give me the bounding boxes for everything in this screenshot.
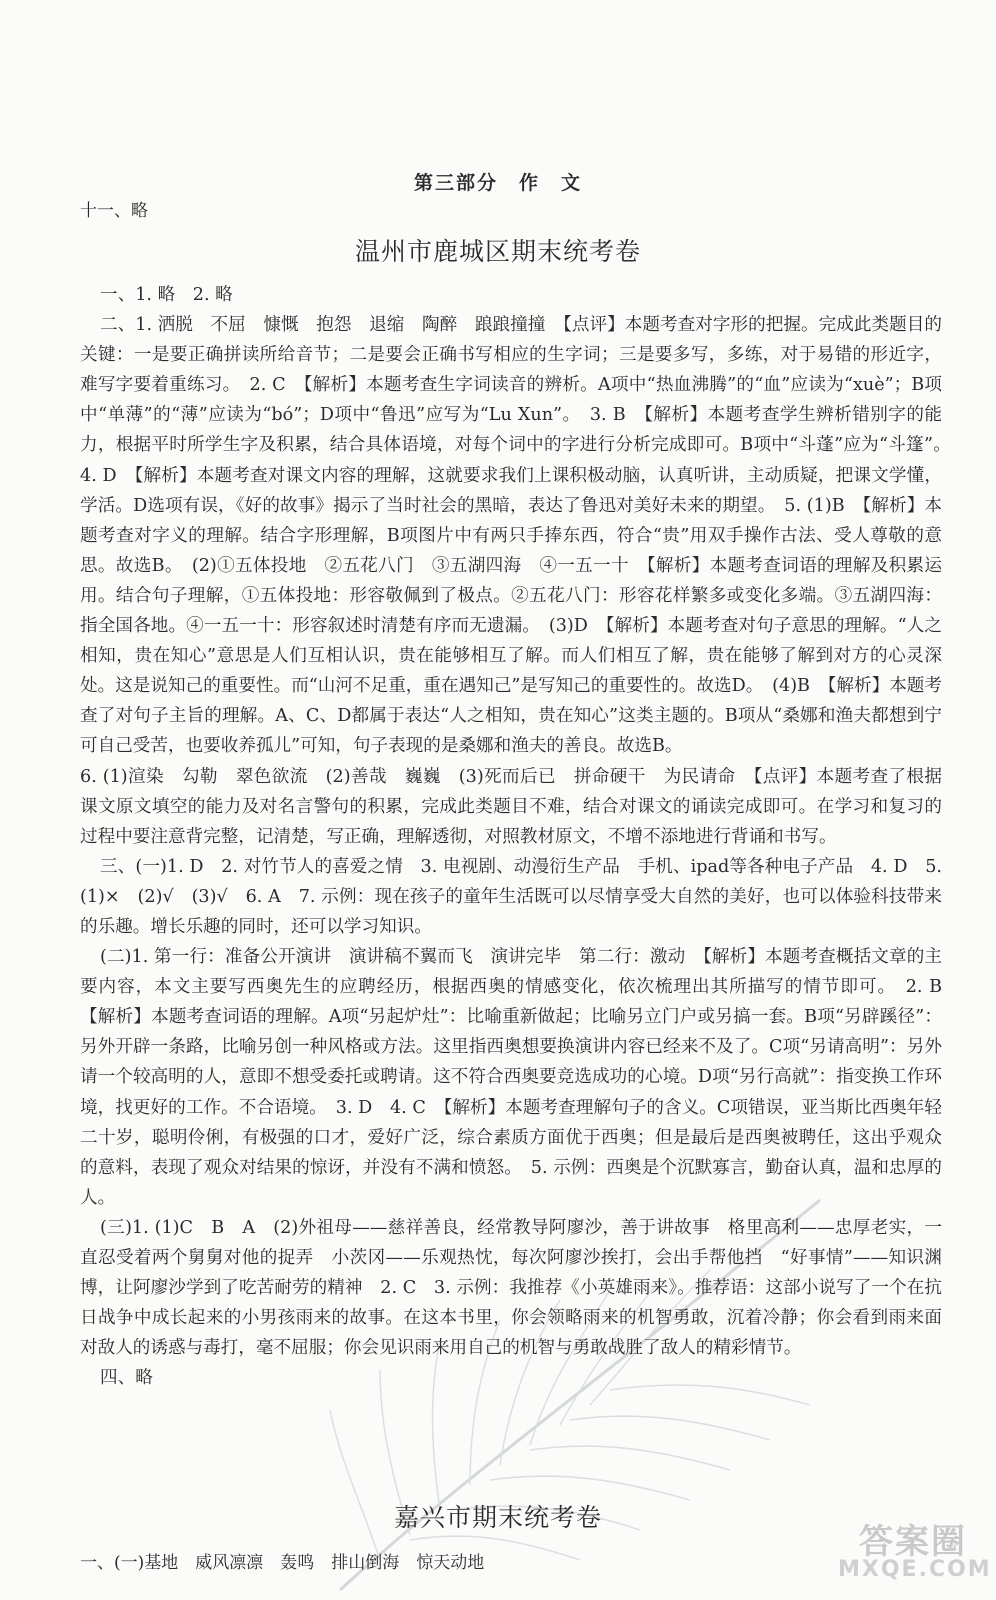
- watermark-logo-text: 答案圈: [859, 1522, 967, 1562]
- watermark-domain: MXQE.COM: [838, 1557, 992, 1582]
- answer-paragraph: 三、(一)1. D 2. 对竹节人的喜爱之情 3. 电视剧、动漫衍生产品 手机、ipad等各种电子产品 4. D 5. (1)× (2)√ (3)√ 6. A 7. 示例：现在孩子的童年生活既可以尽情享受大自然的美好，也可以体验科技带来的乐趣。增长乐趣的同时，还可以学习知识。: [80, 856, 942, 937]
- exam-jiaxing-first-line: 一、(一)基地 威风凛凛 轰鸣 排山倒海 惊天动地: [80, 1553, 485, 1573]
- exam-title-wenzhou: 温州市鹿城区期末统考卷: [354, 237, 641, 266]
- essay-answer: 十一、略: [80, 201, 148, 221]
- answer-paragraph: 四、略: [100, 1368, 153, 1389]
- exam-title-jiaxing: 嘉兴市期末统考卷: [393, 1503, 602, 1532]
- section-heading: 第三部分 作 文: [413, 172, 582, 194]
- answer-paragraph: 6. (1)渲染 勾勒 翠色欲流 (2)善哉 巍巍 (3)死而后已 拼命硬干 为民请命 【点评】本题考查了根据课文原文填空的能力及对名言警句的积累，完成此类题目不难，结合对课文的诵读完成即可。在学习和复习的过程中要注意背完整，记清楚，写正确，理解透彻，对照教材原文，不增不添地进行背诵和书写。: [80, 766, 942, 847]
- answer-paragraph: (三)1. (1)C B A (2)外祖母——慈祥善良，经常教导阿廖沙，善于讲故事 格里高利——忠厚老实，一直忍受着两个舅舅对他的捉弄 小茨冈——乐观热忱，每次阿廖沙挨打，会出手帮他挡 “好事情”——知识渊博，让阿廖沙学到了吃苦耐劳的精神 2. C 3. 示例：我推荐《小英雄雨来》。推荐语：这部小说写了一个在抗日战争中成长起来的小男孩雨来的故事。在这本书里，你会领略雨来的机智勇敢，沉着冷静；你会看到雨来面对敌人的诱惑与毒打，毫不屈服；你会见识雨来用自己的机智与勇敢战胜了敌人的精彩情节。: [80, 1217, 942, 1359]
- exam-wenzhou-answers: [80, 280, 960, 1393]
- answer-paragraph: (二)1. 第一行：准备公开演讲 演讲稿不翼而飞 演讲完毕 第二行：激动 【解析】本题考查概括文章的主要内容，本文主要写西奥先生的应聘经历，根据西奥的情感变化，依次梳理出其所描写的情节即可。 2. B 【解析】本题考查词语的理解。A项“另起炉灶”：比喻重新做起；比喻另立门户或另搞一套。B项“另辟蹊径”：另外开辟一条路，比喻另创一种风格或方法。这里指西奥想要换演讲内容已经来不及了。C项“另请高明”：另外请一个较高明的人，意即不想受委托或聘请。这不符合西奥要竞选成功的心境。D项“另行高就”：指变换工作环境，找更好的工作。不合语境。 3. D 4. C 【解析】本题考查理解句子的含义。C项错误，亚当斯比西奥年轻二十岁，聪明伶俐，有极强的口才，爱好广泛，综合素质方面优于西奥；但是最后是西奥被聘任，这出乎观众的意料，表现了观众对结果的惊讶，并没有不满和愤怒。 5. 示例：西奥是个沉默寡言，勤奋认真，温和忠厚的人。: [80, 947, 960, 1208]
- answer-paragraph: 一、1. 略 2. 略: [100, 285, 233, 305]
- site-watermark: [838, 1514, 992, 1594]
- answer-paragraph: 二、1. 洒脱 不屈 慷慨 抱怨 退缩 陶醉 踉踉撞撞 【点评】本题考查对字形的把握。完成此类题目的关键：一是要正确拼读所给音节；二是要会正确书写相应的生字词；三是要多写，多练，对于易错的形近字，难写字要着重练习。 2. C 【解析】本题考查生字词读音的辨析。A项中“热血沸腾”的“血”应读为“xuè”；B项中“单薄”的“薄”应读为“bó”；D项中“鲁迅”应写为“Lu Xun”。 3. B 【解析】本题考查学生辨析错别字的能力，根据平时所学生字及积累，结合具体语境，对每个词中的字进行分析完成即可。B项中“斗蓬”应为“斗篷”。 4. D 【解析】本题考查对课文内容的理解，这就要求我们上课积极动脑，认真听讲，主动质疑，把课文学懂，学活。D选项有误，《好的故事》揭示了当时社会的黑暗，表达了鲁迅对美好未来的期望。 5. (1)B 【解析】本题考查对字义的理解。结合字形理解，B项图片中有两只手捧东西，符合“贵”用双手操作古法、受人尊敬的意思。故选B。 (2)①五体投地 ②五花八门 ③五湖四海 ④一五一十 【解析】本题考查词语的理解及积累运用。结合句子理解，①五体投地：形容敬佩到了极点。②五花八门：形容花样繁多或变化多端。③五湖四海：指全国各地。④一五一十：形容叙述时清楚有序而无遗漏。 (3)D 【解析】本题考查对句子意思的理解。“人之相知，贵在知心”意思是人们互相认识，贵在能够相互了解。而人们相互了解，贵在能够了解到对方的心灵深处。这是说知己的重要性。而“山河不足重，重在遇知己”是写知己的重要性的。故选D。 (4)B 【解析】本题考查了对句子主旨的理解。A、C、D都属于表达“人之相知，贵在知心”这类主题的。B项从“桑娜和渔夫都想到宁可自己受苦，也要收养孤儿”可知，句子表现的是桑娜和渔夫的善良。故选B。: [80, 315, 960, 757]
